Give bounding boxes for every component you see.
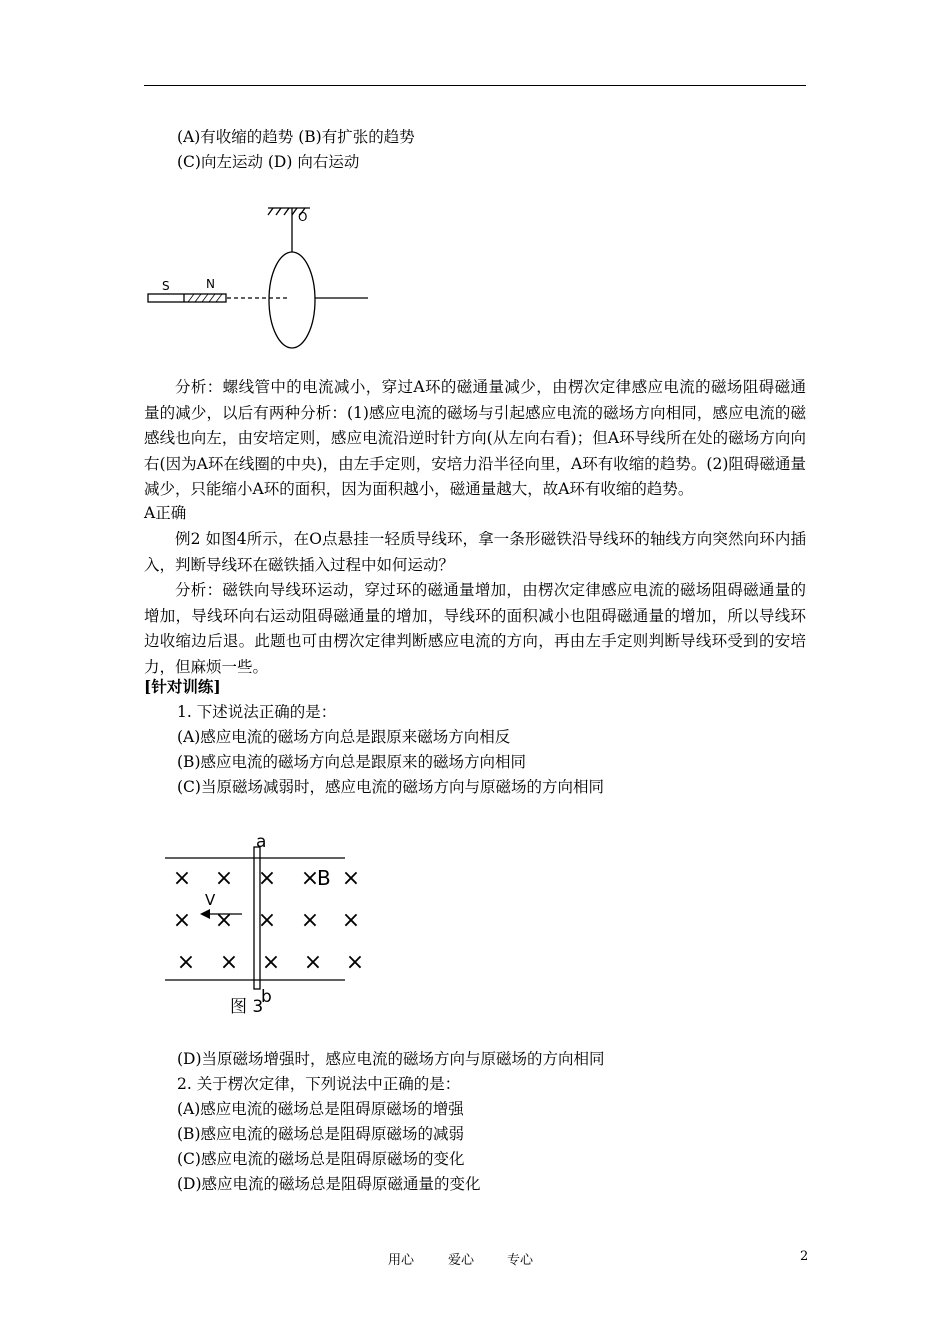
label-b: b (261, 987, 272, 1007)
svg-text:×: × (172, 908, 192, 933)
svg-text:×: × (341, 866, 361, 891)
svg-text:×: × (172, 866, 192, 891)
example-2-paragraph: 例2 如图4所示，在O点悬挂一轻质导线环，拿一条形磁铁沿导线环的轴线方向突然向环内插入，判断导线环在磁铁插入过程中如何运动？ (144, 530, 806, 574)
question-1-option-c: (C)当原磁场减弱时，感应电流的磁场方向与原磁场的方向相同 (177, 778, 604, 796)
label-s: S (162, 279, 170, 293)
label-velocity: V (205, 891, 216, 909)
svg-text:×: × (176, 950, 196, 975)
question-2-option-c: (C)感应电流的磁场总是阻碍原磁场的变化 (177, 1150, 465, 1168)
question-2-stem: 2. 关于楞次定律，下列说法中正确的是： (177, 1075, 461, 1093)
svg-text:×: × (341, 908, 361, 933)
analysis-paragraph-1: 分析：螺线管中的电流减小，穿过A环的磁通量减少，由楞次定律感应电流的磁场阻碍磁通量的减少，以后有两种分析：(1)感应电流的磁场与引起感应电流的磁场方向相同，感应电流的磁感线也向左，由安培定则，感应电流沿逆时针方向(从左向右看)；但A环导线所在处的磁场方向向右(因为A环在线圈的中央)，由左手定则，安培力沿半径向里，A环有收缩的趋势。(2)阻碍磁通量减少，只能缩小A环的面积，因为面积越小，磁通量越大，故A环有收缩的趋势。 (144, 378, 806, 498)
footer-slogan-1: 用心 (388, 1253, 415, 1268)
question-2-option-d: (D)感应电流的磁场总是阻碍原磁通量的变化 (177, 1175, 481, 1193)
question-1-option-a: (A)感应电流的磁场方向总是跟原来磁场方向相反 (177, 728, 511, 746)
label-o: O (298, 210, 308, 224)
svg-text:×: × (345, 950, 365, 975)
footer-slogan-2: 爱心 (448, 1253, 475, 1268)
figure-3-caption: 图 3 (230, 997, 264, 1017)
question-1-option-d: (D)当原磁场增强时，感应电流的磁场方向与原磁场的方向相同 (177, 1050, 605, 1068)
figure-3-magnetic-field (160, 828, 380, 1023)
page-number: 2 (800, 1249, 809, 1264)
question-2-option-a: (A)感应电流的磁场总是阻碍原磁场的增强 (177, 1100, 464, 1118)
footer-slogan-3: 专心 (507, 1253, 534, 1268)
wire-ring (269, 252, 315, 348)
svg-text:×: × (219, 950, 239, 975)
svg-text:×: × (303, 950, 323, 975)
analysis-paragraph-2: 分析：磁铁向导线环运动，穿过环的磁通量增加，由楞次定律感应电流的磁场阻碍磁通量的增加，导线环向右运动阻碍磁通量的增加，导线环的面积减小也阻碍磁通量的增加，所以导线环边收缩边后退。此题也可由楞次定律判断感应电流的方向，再由左手定则判断导线环受到的安培力，但麻烦一些。 (144, 581, 806, 676)
svg-text:×: × (257, 908, 277, 933)
label-n: N (206, 277, 215, 291)
svg-text:×: × (214, 908, 234, 933)
velocity-arrowhead (200, 909, 210, 919)
header-rule (144, 85, 806, 86)
label-a: a (256, 832, 267, 852)
question-1-option-b: (B)感应电流的磁场方向总是跟原来的磁场方向相同 (177, 753, 526, 771)
question-2-option-b: (B)感应电流的磁场总是阻碍原磁场的减弱 (177, 1125, 464, 1143)
svg-text:×: × (214, 866, 234, 891)
question-1-stem: 1. 下述说法正确的是： (177, 703, 337, 721)
section-title: [针对训练] (144, 677, 221, 696)
label-field-b: B (317, 866, 331, 890)
figure-ring-magnet (140, 190, 380, 360)
option-line-ab: (A)有收缩的趋势 (B)有扩张的趋势 (177, 128, 415, 146)
option-line-cd: (C)向左运动 (D) 向右运动 (177, 153, 360, 171)
svg-text:×: × (257, 866, 277, 891)
answer-line: A正确 (144, 504, 187, 522)
svg-text:×: × (261, 950, 281, 975)
field-markers (173, 866, 364, 975)
svg-text:×: × (300, 908, 320, 933)
svg-text:×: × (300, 866, 320, 891)
